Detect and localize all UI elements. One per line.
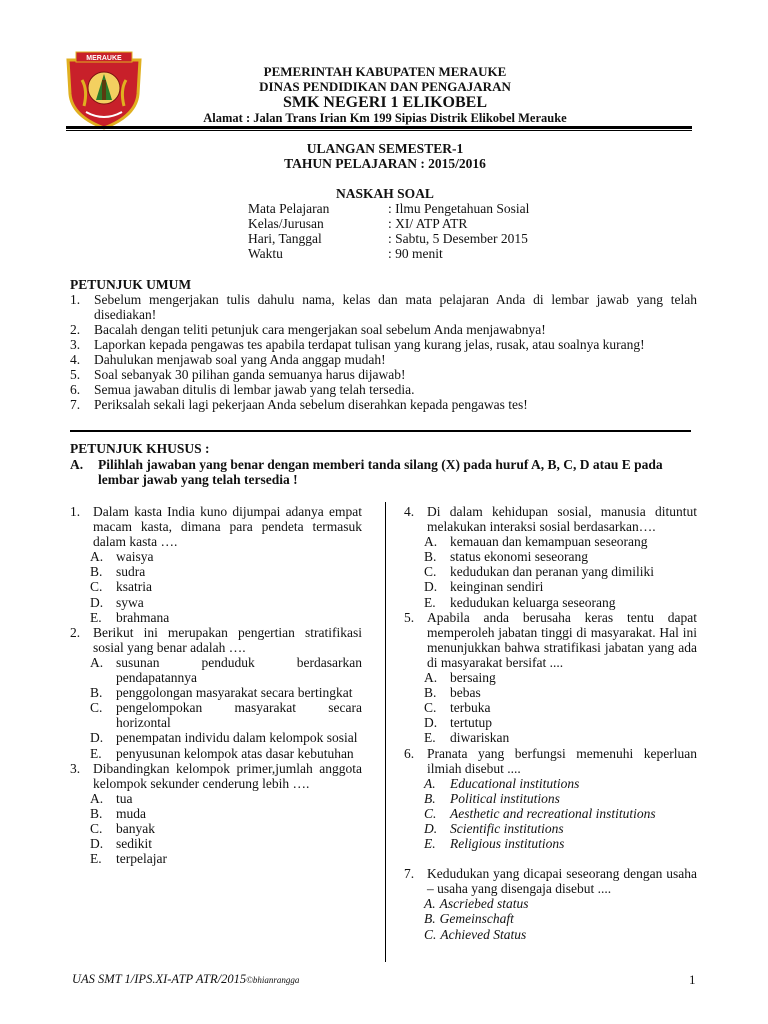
item-text: Laporkan kepada pengawas tes apabila terdapat tulisan yang kurang jelas, rusak, atau soalnya kurang! xyxy=(94,337,645,352)
option-text: bersaing xyxy=(450,670,496,686)
header-divider-thin xyxy=(66,130,692,131)
option-letter: E. xyxy=(424,836,436,852)
option-text: tertutup xyxy=(450,715,492,731)
item-number: 6. xyxy=(70,382,81,397)
option-c xyxy=(90,700,362,730)
option-text: Political institutions xyxy=(450,790,560,806)
question-number: 2. xyxy=(70,624,81,640)
item-text: Semua jawaban ditulis di lembar jawab yang telah tersedia. xyxy=(94,382,415,397)
list-item xyxy=(70,352,697,367)
footer-text: UAS SMT 1/IPS.XI-ATP ATR/2015 xyxy=(72,972,247,986)
list-item xyxy=(70,457,697,487)
option-letter: A. xyxy=(424,534,438,550)
option-text: ksatria xyxy=(116,579,152,595)
info-value: : Sabtu, 5 Desember 2015 xyxy=(388,231,528,246)
item-number: 1. xyxy=(70,292,81,307)
option-text: sedikit xyxy=(116,836,152,852)
general-instructions-list xyxy=(70,292,697,412)
question-text: Pranata yang berfungsi memenuhi keperluan ilmiah disebut .... xyxy=(427,745,697,776)
option-letter: B. xyxy=(424,790,436,806)
option-e xyxy=(90,851,362,866)
option-text: brahmana xyxy=(116,609,170,625)
option-letter: B. xyxy=(90,564,103,580)
option-d xyxy=(424,579,697,594)
option-letter: E. xyxy=(90,609,102,625)
option-a xyxy=(424,534,697,549)
option-text: bebas xyxy=(450,685,481,701)
specific-instructions-title: PETUNJUK KHUSUS : xyxy=(70,441,210,456)
option-a xyxy=(90,549,362,564)
exam-subtitle: NASKAH SOAL xyxy=(336,186,434,201)
item-number: 5. xyxy=(70,367,81,382)
option-letter: D. xyxy=(424,579,438,595)
option-letter: E. xyxy=(424,594,436,610)
question-text: Dalam kasta India kuno dijumpai adanya empat macam kasta, dimana para pendeta termasuk dalam kasta …. xyxy=(93,504,362,550)
info-key: Waktu xyxy=(248,246,283,261)
item-number: 2. xyxy=(70,322,81,337)
question-number: 5. xyxy=(404,609,415,625)
info-key: Hari, Tanggal xyxy=(248,231,322,246)
option-letter: A. xyxy=(424,896,436,912)
option-text: pengelompokan masyarakat secara horizontal xyxy=(116,700,362,731)
column-divider xyxy=(385,502,386,962)
option-text: Aesthetic and recreational institutions xyxy=(450,805,656,821)
option-a xyxy=(90,791,362,806)
item-number: 3. xyxy=(70,337,81,352)
specific-instruction xyxy=(70,457,697,487)
questions-right-column xyxy=(404,504,697,942)
option-b xyxy=(424,791,697,806)
option-text: Religious institutions xyxy=(450,836,565,852)
option-text: status ekonomi seseorang xyxy=(450,549,588,565)
option-letter: B. xyxy=(90,805,103,821)
question-3 xyxy=(70,761,362,791)
option-text: sudra xyxy=(116,564,146,580)
option-letter: E. xyxy=(424,730,436,746)
option-letter: D. xyxy=(90,594,104,610)
option-letter: B. xyxy=(424,549,437,565)
option-text: waisya xyxy=(116,549,154,565)
option-b xyxy=(90,685,362,700)
option-e xyxy=(90,610,362,625)
option-letter: B. xyxy=(90,685,103,701)
option-d xyxy=(90,595,362,610)
option-text: penggolongan masyarakat secara bertingkat xyxy=(116,685,353,701)
list-item xyxy=(70,337,697,352)
option-letter: C. xyxy=(90,820,103,836)
option-letter: D. xyxy=(424,715,438,731)
question-text: Kedudukan yang dicapai seseorang dengan usaha – usaha yang disengaja disebut .... xyxy=(427,866,697,897)
option-c xyxy=(90,821,362,836)
logo-text: MERAUKE xyxy=(86,55,122,62)
option-letter: C. xyxy=(424,564,437,580)
option-d xyxy=(424,821,697,836)
option-letter: C. xyxy=(424,700,437,716)
question-text: Apabila anda berusaha keras tentu dapat memperoleh jabatan tinggi di masyarakat. Hal ini menunjukkan bahwa stratifikasi jabatan yang ada di masyarakat bersifat .... xyxy=(427,609,697,670)
option-b xyxy=(90,564,362,579)
questions-left-column xyxy=(70,504,362,866)
spacer xyxy=(404,851,697,866)
option-letter: C. xyxy=(424,926,437,942)
question-1 xyxy=(70,504,362,549)
item-text: Periksalah sekali lagi pekerjaan Anda sebelum diserahkan kepada pengawas tes! xyxy=(94,397,528,412)
question-text: Berikut ini merupakan pengertian stratifikasi sosial yang benar adalah …. xyxy=(93,624,362,655)
item-text: Pilihlah jawaban yang benar dengan memberi tanda silang (X) pada huruf A, B, C, D atau E pada lembar jawab yang telah tersedia ! xyxy=(98,457,663,487)
option-text: penempatan individu dalam kelompok sosial xyxy=(116,730,358,746)
footer-label xyxy=(72,972,299,987)
page-number: 1 xyxy=(689,972,696,987)
option-text: kemauan dan kemampuan seseorang xyxy=(450,534,648,550)
option-a xyxy=(424,670,697,685)
option-a xyxy=(424,776,697,791)
question-number: 4. xyxy=(404,504,415,519)
option-text: diwariskan xyxy=(450,730,510,746)
list-item xyxy=(70,397,697,412)
option-text: tua xyxy=(116,790,133,806)
header-divider xyxy=(66,126,692,129)
item-number: 7. xyxy=(70,397,81,412)
option-letter: A. xyxy=(424,775,436,791)
info-key: Mata Pelajaran xyxy=(248,201,330,216)
question-5 xyxy=(404,610,697,670)
question-2 xyxy=(70,625,362,655)
option-text: terpelajar xyxy=(116,851,167,867)
option-b xyxy=(424,685,697,700)
option-text: susunan penduduk berdasarkan pendapatannya xyxy=(116,654,362,686)
option-e xyxy=(424,730,697,745)
option-letter: A. xyxy=(90,654,104,670)
option-text: kedudukan dan peranan yang dimiliki xyxy=(450,564,654,580)
option-letter: A. xyxy=(90,549,104,565)
question-number: 6. xyxy=(404,745,415,761)
option-letter: C. xyxy=(424,805,437,821)
option-letter: B. xyxy=(424,911,436,927)
list-item xyxy=(70,322,697,337)
option-text: Educational institutions xyxy=(450,775,580,791)
option-e xyxy=(424,836,697,851)
option-c xyxy=(424,927,697,942)
option-c xyxy=(90,579,362,594)
option-letter: C. xyxy=(90,579,103,595)
question-6 xyxy=(404,746,697,776)
option-a xyxy=(424,896,697,911)
option-text: Gemeinschaft xyxy=(439,911,514,927)
list-item xyxy=(70,367,697,382)
option-e xyxy=(90,746,362,761)
option-text: Scientific institutions xyxy=(450,820,564,836)
option-letter: E. xyxy=(90,851,102,867)
option-letter: D. xyxy=(90,730,104,746)
question-7 xyxy=(404,866,697,896)
header-department: DINAS PENDIDIKAN DAN PENGAJARAN xyxy=(259,79,511,94)
option-letter: D. xyxy=(90,836,104,852)
question-number: 3. xyxy=(70,760,81,776)
info-value: : 90 menit xyxy=(388,246,443,261)
option-c xyxy=(424,806,697,821)
option-c xyxy=(424,700,697,715)
option-text: keinginan sendiri xyxy=(450,579,544,595)
item-text: Bacalah dengan teliti petunjuk cara mengerjakan soal sebelum Anda menjawabnya! xyxy=(94,322,546,337)
exam-title: ULANGAN SEMESTER-1 xyxy=(306,141,464,156)
section-divider xyxy=(70,430,691,432)
question-4 xyxy=(404,504,697,534)
option-b xyxy=(424,911,697,926)
option-text: Ascriebed status xyxy=(439,896,529,912)
item-number: 4. xyxy=(70,352,81,367)
option-letter: A. xyxy=(424,670,438,686)
footer-credit: ©bhianrangga xyxy=(246,975,300,985)
option-letter: D. xyxy=(424,820,438,836)
option-text: banyak xyxy=(116,820,155,836)
option-letter: E. xyxy=(90,745,102,761)
info-value: : XI/ ATP ATR xyxy=(388,216,468,231)
option-text: sywa xyxy=(116,594,144,610)
option-c xyxy=(424,564,697,579)
option-d xyxy=(90,730,362,745)
item-text: Sebelum mengerjakan tulis dahulu nama, kelas dan mata pelajaran Anda di lembar jawab yang telah disediakan! xyxy=(94,292,697,322)
item-text: Dahulukan menjawab soal yang Anda anggap mudah! xyxy=(94,352,386,367)
option-e xyxy=(424,595,697,610)
exam-year: TAHUN PELAJARAN : 2015/2016 xyxy=(284,156,486,171)
header-government: PEMERINTAH KABUPATEN MERAUKE xyxy=(263,64,507,79)
option-d xyxy=(424,715,697,730)
item-letter: A. xyxy=(70,457,84,472)
item-text: Soal sebanyak 30 pilihan ganda semuanya harus dijawab! xyxy=(94,367,406,382)
option-text: kedudukan keluarga seseorang xyxy=(450,594,616,610)
question-number: 7. xyxy=(404,866,415,882)
question-text: Di dalam kehidupan sosial, manusia dituntut melakukan interaksi sosial berdasarkan…. xyxy=(427,504,697,535)
option-letter: C. xyxy=(90,700,103,716)
header-school-name: SMK NEGERI 1 ELIKOBEL xyxy=(282,94,488,111)
question-number: 1. xyxy=(70,504,81,519)
option-d xyxy=(90,836,362,851)
info-value: : Ilmu Pengetahuan Sosial xyxy=(388,201,530,216)
info-key: Kelas/Jurusan xyxy=(248,216,324,231)
option-text: muda xyxy=(116,805,146,821)
option-text: Achieved Status xyxy=(440,926,527,942)
option-letter: B. xyxy=(424,685,437,701)
option-b xyxy=(90,806,362,821)
option-text: penyusunan kelompok atas dasar kebutuhan xyxy=(116,745,354,761)
list-item xyxy=(70,292,697,322)
option-text: terbuka xyxy=(450,700,491,716)
list-item xyxy=(70,382,697,397)
general-instructions-title: PETUNJUK UMUM xyxy=(70,277,192,292)
question-text: Dibandingkan kelompok primer,jumlah anggota kelompok sekunder cenderung lebih …. xyxy=(93,760,362,791)
header-address: Alamat : Jalan Trans Irian Km 199 Sipias Distrik Elikobel Merauke xyxy=(203,111,567,125)
option-a xyxy=(90,655,362,685)
option-b xyxy=(424,549,697,564)
option-letter: A. xyxy=(90,790,104,806)
